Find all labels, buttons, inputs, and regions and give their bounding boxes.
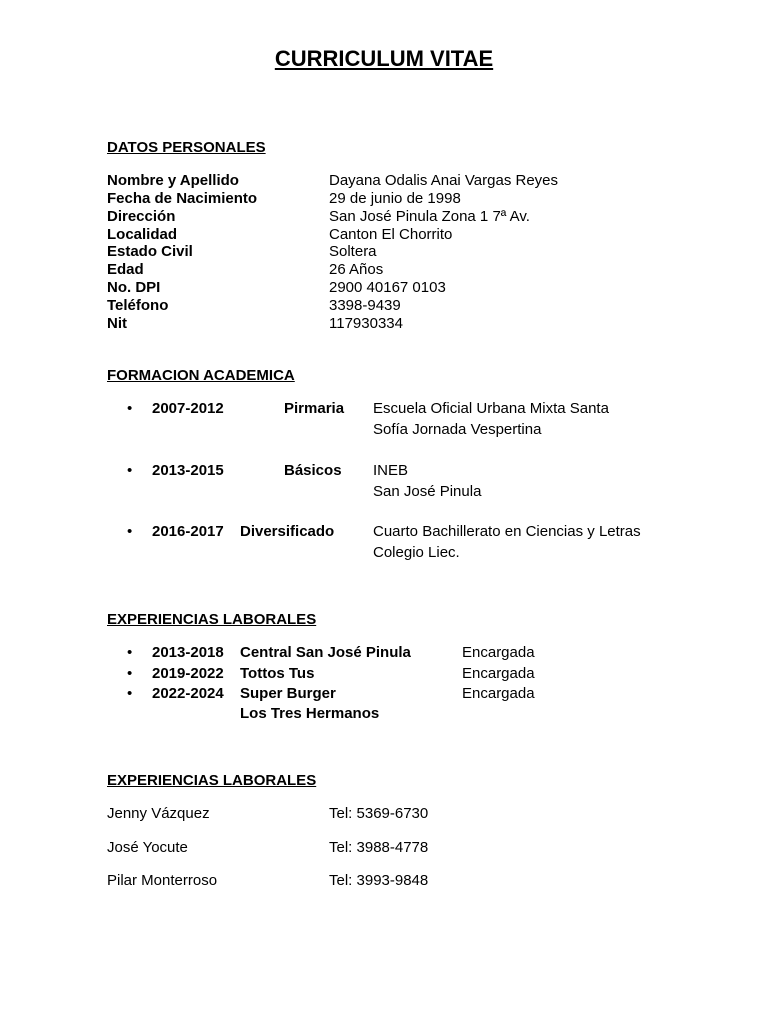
list-bullet: • xyxy=(127,523,133,540)
list-bullet: • xyxy=(127,665,133,682)
value-name: Dayana Odalis Anai Vargas Reyes xyxy=(329,172,559,189)
reference-name: José Yocute xyxy=(107,839,188,856)
work-years: 2022-2024 xyxy=(152,685,224,702)
education-level: Básicos xyxy=(284,462,342,479)
work-years: 2013-2018 xyxy=(152,644,224,661)
value-nit: 117930334 xyxy=(329,315,403,332)
work-years: 2019-2022 xyxy=(152,665,224,682)
education-detail xyxy=(373,398,609,440)
education-school-line2: San José Pinula xyxy=(373,483,482,500)
value-address: San José Pinula Zona 1 7ª Av. xyxy=(329,208,530,225)
label-locality: Localidad xyxy=(107,226,178,243)
education-school-line1: Escuela Oficial Urbana Mixta Santa xyxy=(373,400,609,417)
value-birthdate: 29 de junio de 1998 xyxy=(329,190,461,207)
education-years: 2013-2015 xyxy=(152,462,224,479)
section-heading-references: EXPERIENCIAS LABORALES xyxy=(107,772,317,789)
value-age: 26 Años xyxy=(329,261,384,278)
work-place-continuation: Los Tres Hermanos xyxy=(240,705,380,722)
work-place: Tottos Tus xyxy=(240,665,315,682)
education-level: Pirmaria xyxy=(284,400,345,417)
education-years: 2016-2017 xyxy=(152,523,224,540)
label-dpi: No. DPI xyxy=(107,279,161,296)
work-role: Encargada xyxy=(462,685,535,702)
list-bullet: • xyxy=(127,400,133,417)
section-heading-work: EXPERIENCIAS LABORALES xyxy=(107,611,317,628)
section-heading-personal: DATOS PERSONALES xyxy=(107,139,266,156)
list-bullet: • xyxy=(127,685,133,702)
reference-name: Jenny Vázquez xyxy=(107,805,210,822)
reference-phone: Tel: 5369-6730 xyxy=(329,805,429,822)
list-bullet: • xyxy=(127,462,133,479)
section-heading-education: FORMACION ACADEMICA xyxy=(107,367,295,384)
education-level: Diversificado xyxy=(240,523,335,540)
education-detail xyxy=(373,460,481,502)
page-title: CURRICULUM VITAE xyxy=(274,46,494,71)
work-role: Encargada xyxy=(462,665,535,682)
value-phone: 3398-9439 xyxy=(329,297,401,314)
label-phone: Teléfono xyxy=(107,297,169,314)
education-school-line1: Cuarto Bachillerato en Ciencias y Letras xyxy=(373,523,641,540)
list-bullet: • xyxy=(127,644,133,661)
label-name: Nombre y Apellido xyxy=(107,172,239,189)
value-civil-status: Soltera xyxy=(329,243,377,260)
label-age: Edad xyxy=(107,261,144,278)
work-place: Super Burger xyxy=(240,685,336,702)
education-school-line2: Colegio Liec. xyxy=(373,544,460,561)
label-birthdate: Fecha de Nacimiento xyxy=(107,190,258,207)
reference-phone: Tel: 3993-9848 xyxy=(329,872,429,889)
label-civil-status: Estado Civil xyxy=(107,243,193,260)
value-locality: Canton El Chorrito xyxy=(329,226,453,243)
work-place: Central San José Pinula xyxy=(240,644,411,661)
education-detail xyxy=(373,521,641,563)
reference-name: Pilar Monterroso xyxy=(107,872,218,889)
education-years: 2007-2012 xyxy=(152,400,224,417)
label-address: Dirección xyxy=(107,208,176,225)
education-school-line1: INEB xyxy=(373,462,409,479)
value-dpi: 2900 40167 0103 xyxy=(329,279,446,296)
reference-phone: Tel: 3988-4778 xyxy=(329,839,429,856)
work-role: Encargada xyxy=(462,644,535,661)
label-nit: Nit xyxy=(107,315,127,332)
education-school-line2: Sofía Jornada Vespertina xyxy=(373,421,542,438)
